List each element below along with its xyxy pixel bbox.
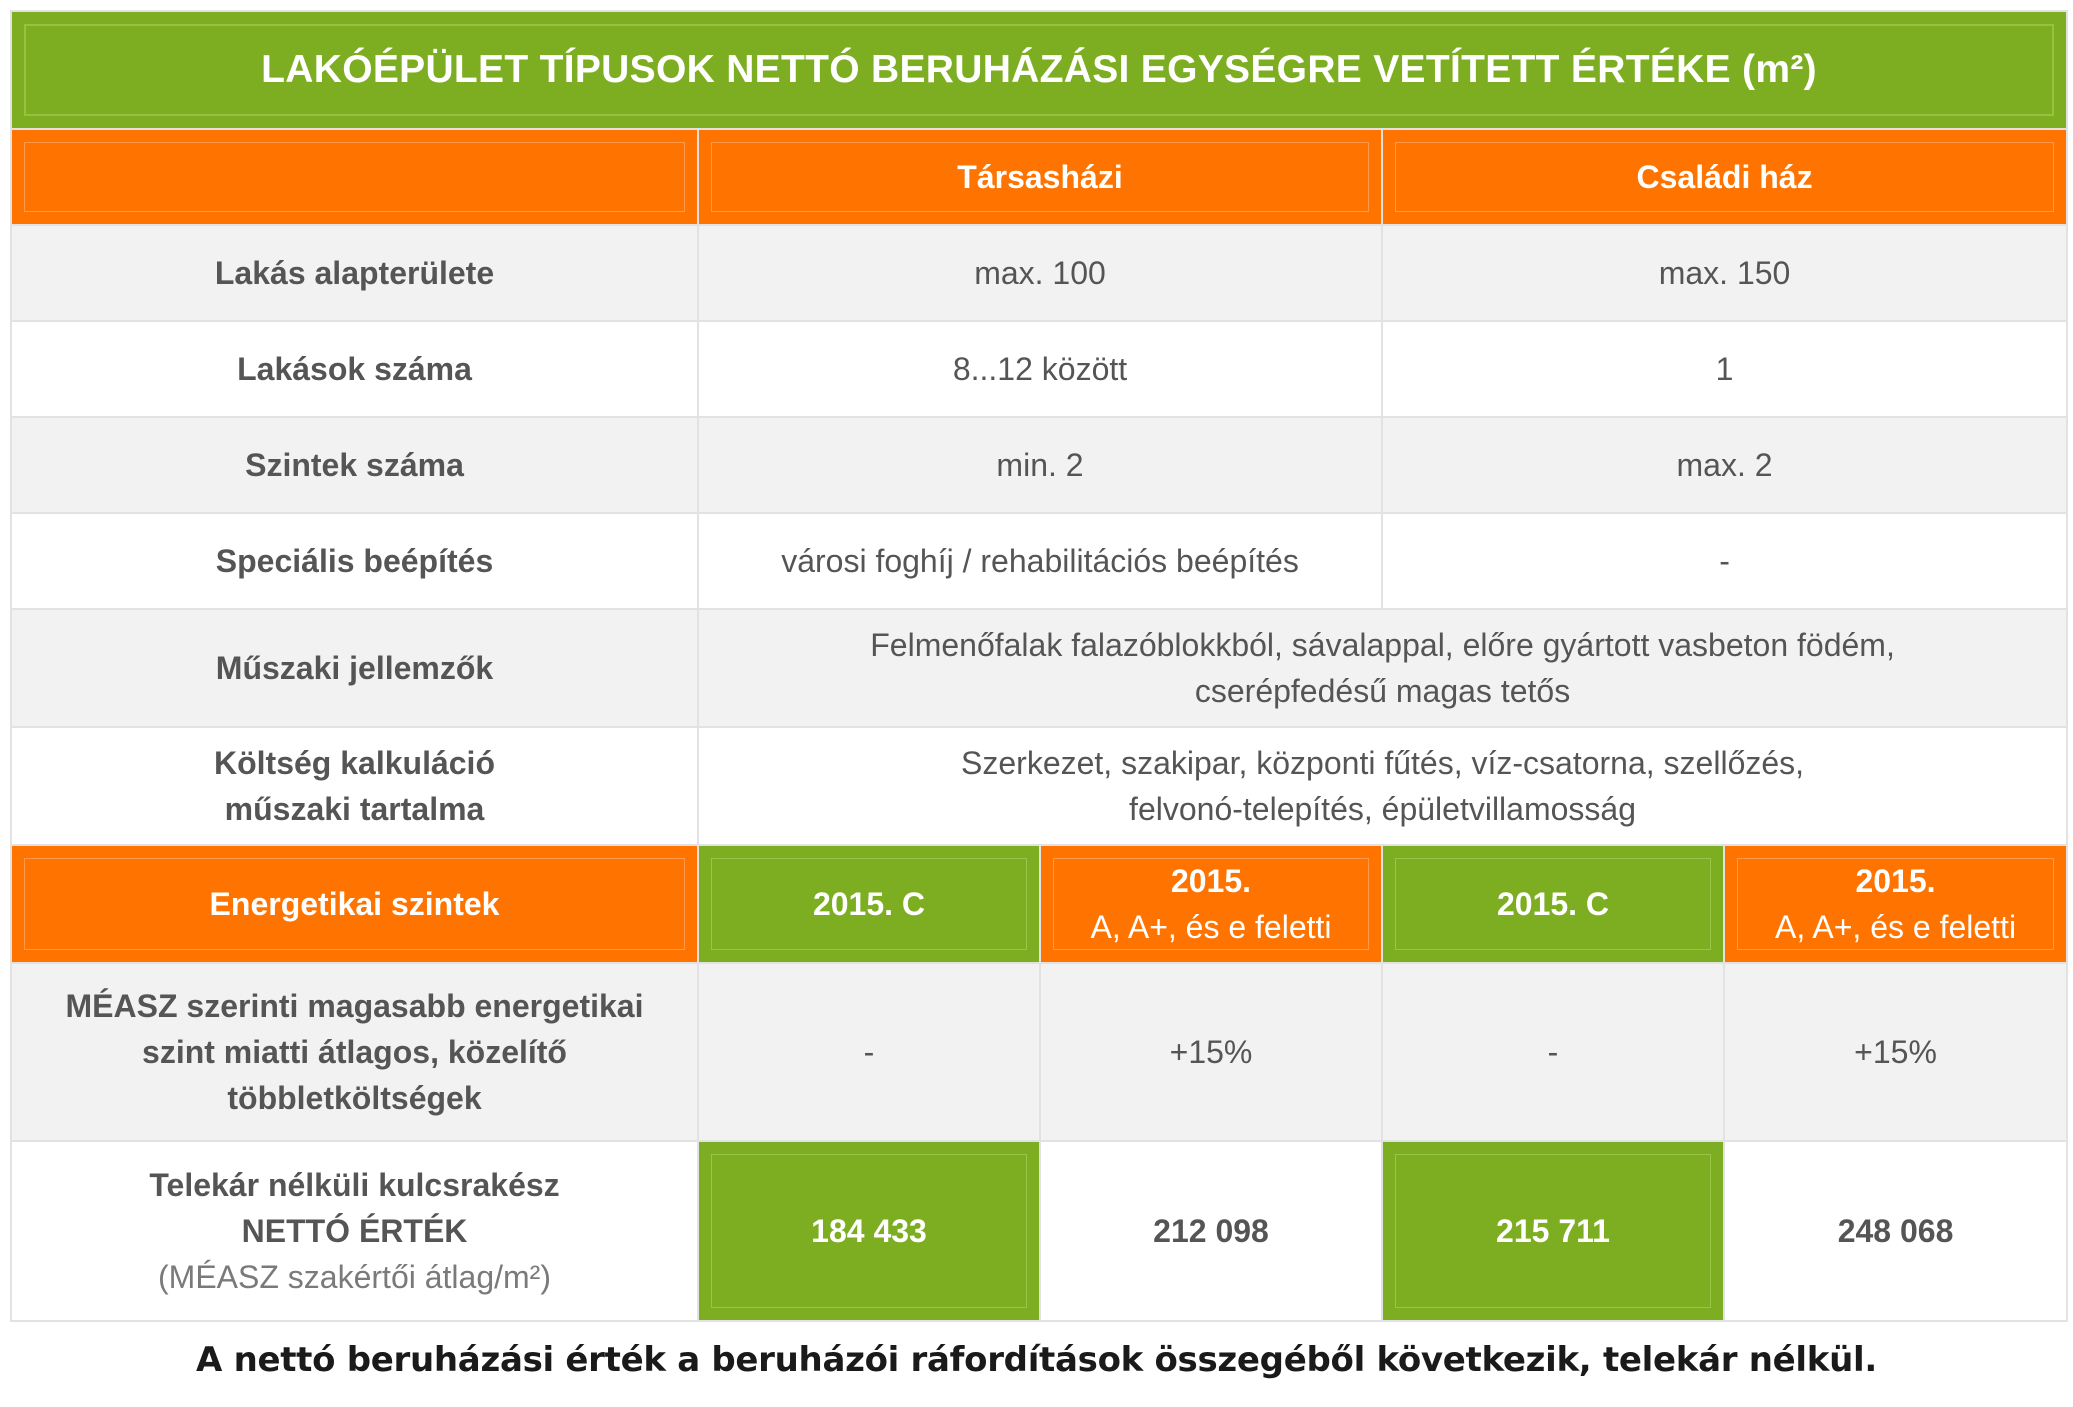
koltseg-line-1: Szerkezet, szakipar, központi fűtés, víz-csatorna, szellőzés, [961, 745, 1805, 781]
row-label: Lakás alapterülete [11, 225, 698, 321]
row-value-tarsashazi: 8...12 között [698, 321, 1382, 417]
table-row [11, 225, 2067, 321]
table-row-muszaki [11, 609, 2067, 727]
footer-note: A nettó beruházási érték a beruházói ráfordítások összegéből következik, telekár nélkül. [196, 1340, 1877, 1380]
energetika-label: Energetikai szintek [11, 845, 698, 963]
measz-value-4: +15% [1724, 963, 2067, 1141]
measz-label-line-3: többletköltségek [227, 1080, 482, 1116]
title-row [11, 11, 2067, 129]
table-row-netto [11, 1141, 2067, 1321]
row-label: Lakások száma [11, 321, 698, 417]
koltseg-line-2: felvonó-telepítés, épületvillamosság [1129, 791, 1636, 827]
netto-label-line-2: NETTÓ ÉRTÉK [241, 1213, 468, 1249]
row-value-csaladi: - [1382, 513, 2067, 609]
energetika-year: 2015. [1855, 863, 1936, 899]
energetika-year: 2015. [1170, 863, 1252, 899]
netto-value-2: 212 098 [1040, 1141, 1382, 1321]
table-title: LAKÓÉPÜLET TÍPUSOK NETTÓ BERUHÁZÁSI EGYSÉGRE VETÍTETT ÉRTÉKE (m²) [11, 11, 2067, 129]
measz-label-line-1: MÉASZ szerinti magasabb energetikai [65, 988, 644, 1024]
energetika-row [11, 845, 2067, 963]
table-row [11, 513, 2067, 609]
energetika-class: A, A+, és e feletti [1775, 909, 2017, 945]
energetika-csaladi-c: 2015. C [1382, 845, 1724, 963]
netto-label-line-3: (MÉASZ szakértői átlag/m²) [158, 1259, 551, 1295]
header-csaladi-haz: Családi ház [1382, 129, 2067, 225]
row-label: Műszaki jellemzők [11, 609, 698, 727]
energetika-class: A, A+, és e feletti [1090, 909, 1332, 945]
table-row-koltseg [11, 727, 2067, 845]
measz-label-line-2: szint miatti átlagos, közelítő [142, 1034, 567, 1070]
row-label: Speciális beépítés [11, 513, 698, 609]
row-value-csaladi: max. 2 [1382, 417, 2067, 513]
header-row [11, 129, 2067, 225]
header-empty [11, 129, 698, 225]
row-label [11, 727, 698, 845]
table-row-measz [11, 963, 2067, 1141]
netto-value-4: 248 068 [1724, 1141, 2067, 1321]
row-label: Szintek száma [11, 417, 698, 513]
measz-value-1: - [698, 963, 1040, 1141]
header-tarsashazi: Társasházi [698, 129, 1382, 225]
row-label [11, 1141, 698, 1321]
muszaki-line-1: Felmenőfalak falazóblokkból, sávalappal, előre gyártott vasbeton födém, [870, 627, 1895, 663]
table-row [11, 417, 2067, 513]
energetika-csaladi-a [1724, 845, 2067, 963]
koltseg-label-line-1: Költség kalkuláció [214, 745, 495, 781]
netto-value-1: 184 433 [698, 1141, 1040, 1321]
energetika-tarsashazi-c: 2015. C [698, 845, 1040, 963]
row-value-tarsashazi: max. 100 [698, 225, 1382, 321]
muszaki-value [698, 609, 2067, 727]
row-value-csaladi: max. 150 [1382, 225, 2067, 321]
measz-value-2: +15% [1040, 963, 1382, 1141]
row-value-csaladi: 1 [1382, 321, 2067, 417]
row-value-tarsashazi: városi foghíj / rehabilitációs beépítés [698, 513, 1382, 609]
investment-table [10, 10, 2068, 1322]
row-label [11, 963, 698, 1141]
table-row [11, 321, 2067, 417]
netto-label-line-1: Telekár nélküli kulcsrakész [149, 1167, 560, 1203]
muszaki-line-2: cserépfedésű magas tetős [1194, 673, 1571, 709]
netto-value-3: 215 711 [1382, 1141, 1724, 1321]
koltseg-label-line-2: műszaki tartalma [224, 791, 485, 827]
row-value-tarsashazi: min. 2 [698, 417, 1382, 513]
energetika-tarsashazi-a [1040, 845, 1382, 963]
koltseg-value [698, 727, 2067, 845]
measz-value-3: - [1382, 963, 1724, 1141]
